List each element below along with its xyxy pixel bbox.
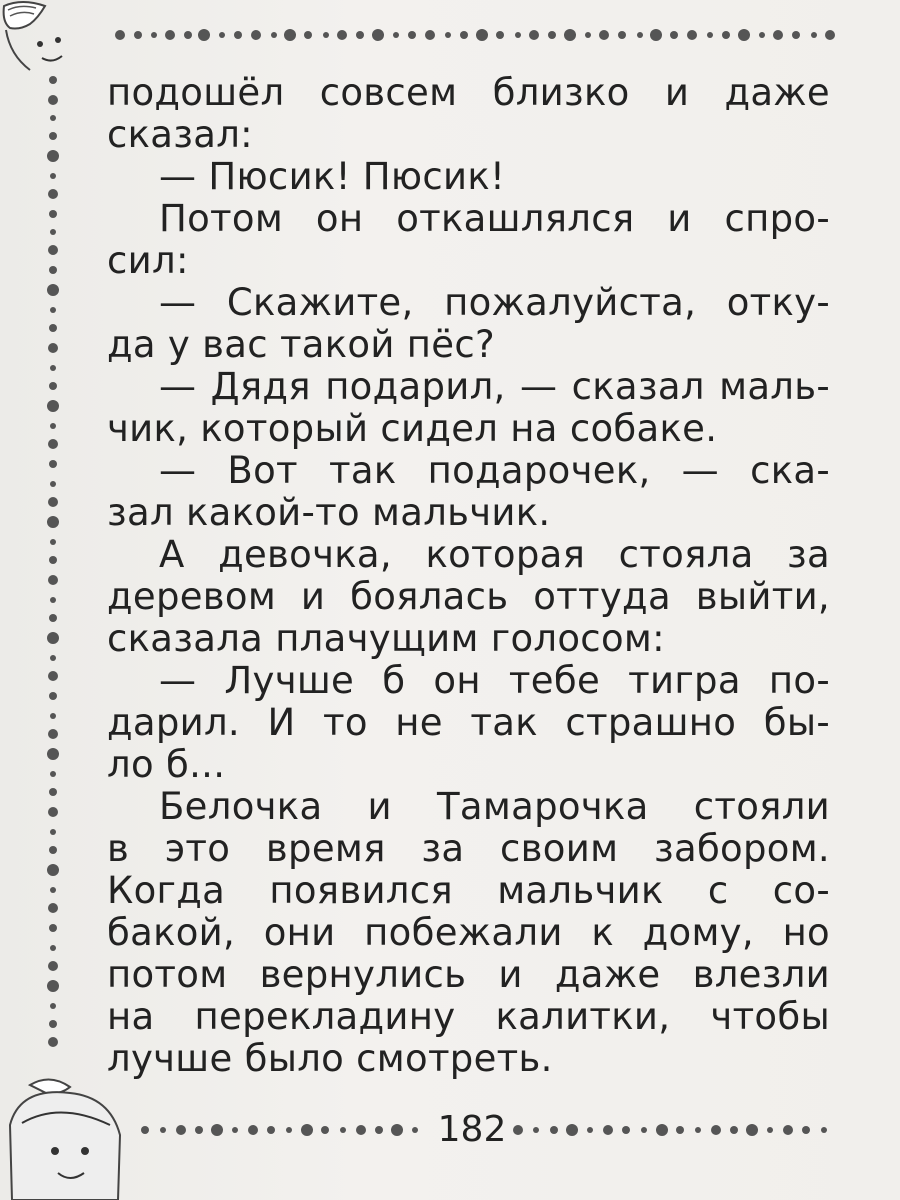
text-line: — Лучше б он тебе тигра по- [159,659,830,702]
text-line: — Скажите, пожалуйста, отку- [159,281,830,324]
text-line: подошёл совсем близко и даже [107,71,830,114]
page-number: 182 [437,1109,507,1150]
text-line: да у вас такой пёс? [107,323,495,366]
text-line: ло б... [107,743,226,786]
text-line: в это время за своим забором. [107,827,830,870]
text-line: Белочка и Тамарочка стояли [159,785,830,828]
text-line: сказала плачущим голосом: [107,617,665,660]
text-line: зал какой-то мальчик. [107,491,551,534]
decorative-dots-top [110,22,850,48]
text-line: — Дядя подарил, — сказал маль- [159,365,830,408]
text-line: сил: [107,239,189,282]
story-text [107,72,830,1080]
text-line: Потом он откашлялся и спро- [159,197,830,240]
girl-face-icon [0,0,95,80]
text-line: А девочка, которая стояла за [159,533,830,576]
text-line: чик, который сидел на собаке. [107,407,718,450]
text-line: бакой, они побежали к дому, но [107,911,830,954]
decorative-dots-bottom-right [508,1115,838,1145]
text-line: лучше было смотреть. [107,1037,553,1080]
text-line: Когда появился мальчик с со- [107,869,830,912]
decorative-dots-bottom-left [135,1115,435,1145]
girl-face-icon [0,1065,140,1200]
decorative-dots-left [38,70,68,1050]
text-line: деревом и боялась оттуда выйти, [107,575,830,618]
text-line: — Пюсик! Пюсик! [159,155,506,198]
text-line: на перекладину калитки, чтобы [107,995,830,1038]
text-line: — Вот так подарочек, — ска- [159,449,830,492]
text-line: дарил. И то не так страшно бы- [107,701,830,744]
text-line: сказал: [107,113,253,156]
text-line: потом вернулись и даже влезли [107,953,830,996]
